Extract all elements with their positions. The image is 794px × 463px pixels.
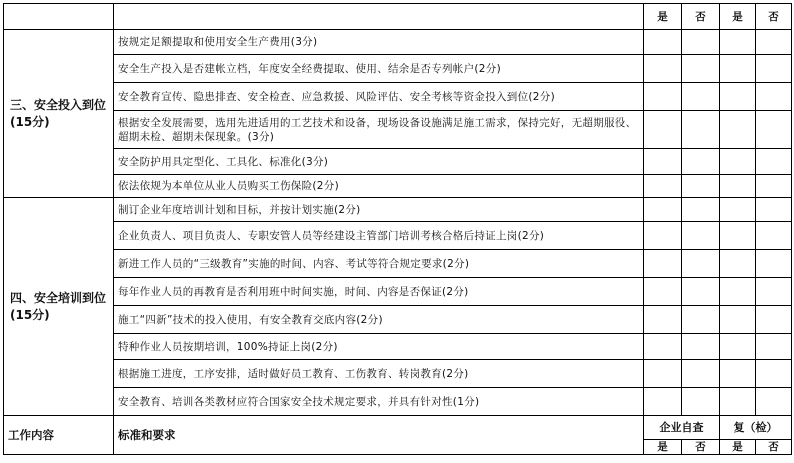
check-cell[interactable] bbox=[682, 111, 720, 149]
check-cell[interactable] bbox=[756, 388, 792, 416]
requirement-text: 根据安全发展需要，选用先进适用的工艺技术和设备，现场设备设施满足施工需求，保持完好，无超期服役、超期未检、超期未保现象。(3分) bbox=[114, 111, 644, 149]
self-check-no-label: 否 bbox=[682, 440, 720, 455]
check-cell[interactable] bbox=[720, 306, 756, 334]
check-cell[interactable] bbox=[756, 360, 792, 388]
requirement-text: 按规定足额提取和使用安全生产费用(3分) bbox=[114, 30, 644, 55]
table-row bbox=[4, 111, 792, 149]
check-cell[interactable] bbox=[682, 306, 720, 334]
top-header-blank-1 bbox=[4, 4, 114, 30]
table-row bbox=[4, 360, 792, 388]
self-check-no-label: 否 bbox=[682, 4, 720, 30]
recheck-no-label: 否 bbox=[756, 4, 792, 30]
check-cell[interactable] bbox=[682, 334, 720, 360]
table-row bbox=[4, 149, 792, 175]
check-cell[interactable] bbox=[682, 30, 720, 55]
check-cell[interactable] bbox=[644, 30, 682, 55]
check-cell[interactable] bbox=[644, 250, 682, 278]
table-row bbox=[4, 306, 792, 334]
assessment-sheet bbox=[3, 3, 791, 460]
requirement-text: 企业负责人、项目负责人、专职安管人员等经建设主管部门培训考核合格后持证上岗(2分) bbox=[114, 222, 644, 250]
self-check-yes-label: 是 bbox=[644, 440, 682, 455]
check-cell[interactable] bbox=[720, 175, 756, 198]
check-cell[interactable] bbox=[756, 306, 792, 334]
requirement-text: 安全生产投入是否建帐立档，年度安全经费提取、使用、结余是否专列帐户(2分) bbox=[114, 55, 644, 83]
requirement-text: 新进工作人员的“三级教育”实施的时间、内容、考试等符合规定要求(2分) bbox=[114, 250, 644, 278]
check-cell[interactable] bbox=[756, 334, 792, 360]
check-cell[interactable] bbox=[720, 360, 756, 388]
check-cell[interactable] bbox=[756, 222, 792, 250]
table-row bbox=[4, 278, 792, 306]
requirement-text: 根据施工进度，工序安排，适时做好员工教育、工伤教育、转岗教育(2分) bbox=[114, 360, 644, 388]
check-cell[interactable] bbox=[644, 175, 682, 198]
check-cell[interactable] bbox=[720, 30, 756, 55]
check-cell[interactable] bbox=[644, 278, 682, 306]
check-cell[interactable] bbox=[682, 360, 720, 388]
check-cell[interactable] bbox=[720, 83, 756, 111]
recheck-header: 复（检） bbox=[720, 416, 792, 440]
check-cell[interactable] bbox=[756, 30, 792, 55]
assessment-table bbox=[3, 3, 792, 455]
check-cell[interactable] bbox=[682, 149, 720, 175]
check-cell[interactable] bbox=[720, 111, 756, 149]
check-cell[interactable] bbox=[720, 334, 756, 360]
check-cell[interactable] bbox=[756, 111, 792, 149]
table-row bbox=[4, 83, 792, 111]
top-header-row bbox=[4, 4, 792, 30]
check-cell[interactable] bbox=[644, 111, 682, 149]
table-row bbox=[4, 222, 792, 250]
check-cell[interactable] bbox=[756, 198, 792, 222]
check-cell[interactable] bbox=[756, 83, 792, 111]
check-cell[interactable] bbox=[682, 250, 720, 278]
check-cell[interactable] bbox=[720, 388, 756, 416]
self-check-header: 企业自查 bbox=[644, 416, 720, 440]
check-cell[interactable] bbox=[682, 198, 720, 222]
table-row bbox=[4, 55, 792, 83]
requirement-text: 每年作业人员的再教育是否利用班中时间实施，时间、内容是否保证(2分) bbox=[114, 278, 644, 306]
standard-header: 标准和要求 bbox=[114, 416, 644, 455]
check-cell[interactable] bbox=[644, 198, 682, 222]
check-cell[interactable] bbox=[644, 55, 682, 83]
recheck-yes-label: 是 bbox=[720, 4, 756, 30]
requirement-text: 施工“四新”技术的投入使用，有安全教育交底内容(2分) bbox=[114, 306, 644, 334]
check-cell[interactable] bbox=[720, 250, 756, 278]
top-header-blank-2 bbox=[114, 4, 644, 30]
check-cell[interactable] bbox=[644, 360, 682, 388]
check-cell[interactable] bbox=[644, 306, 682, 334]
check-cell[interactable] bbox=[644, 83, 682, 111]
check-cell[interactable] bbox=[682, 388, 720, 416]
table-row bbox=[4, 388, 792, 416]
check-cell[interactable] bbox=[720, 222, 756, 250]
requirement-text: 依法依规为本单位从业人员购买工伤保险(2分) bbox=[114, 175, 644, 198]
recheck-yes-label: 是 bbox=[720, 440, 756, 455]
check-cell[interactable] bbox=[644, 149, 682, 175]
check-cell[interactable] bbox=[682, 83, 720, 111]
check-cell[interactable] bbox=[720, 149, 756, 175]
check-cell[interactable] bbox=[720, 55, 756, 83]
table-row bbox=[4, 175, 792, 198]
table-row bbox=[4, 250, 792, 278]
check-cell[interactable] bbox=[644, 222, 682, 250]
work-content-header: 工作内容 bbox=[4, 416, 114, 455]
check-cell[interactable] bbox=[644, 388, 682, 416]
check-cell[interactable] bbox=[756, 278, 792, 306]
table-row bbox=[4, 30, 792, 55]
recheck-no-label: 否 bbox=[756, 440, 792, 455]
requirement-text: 安全教育宣传、隐患排查、安全检查、应急救援、风险评估、安全考核等资金投入到位(2分) bbox=[114, 83, 644, 111]
requirement-text: 安全教育、培训各类教材应符合国家安全技术规定要求，并具有针对性(1分) bbox=[114, 388, 644, 416]
check-cell[interactable] bbox=[756, 55, 792, 83]
check-cell[interactable] bbox=[682, 278, 720, 306]
check-cell[interactable] bbox=[682, 55, 720, 83]
check-cell[interactable] bbox=[682, 222, 720, 250]
check-cell[interactable] bbox=[756, 250, 792, 278]
table-row bbox=[4, 198, 792, 222]
requirement-text: 制订企业年度培训计划和目标，并按计划实施(2分) bbox=[114, 198, 644, 222]
check-cell[interactable] bbox=[756, 175, 792, 198]
check-cell[interactable] bbox=[644, 334, 682, 360]
self-check-yes-label: 是 bbox=[644, 4, 682, 30]
check-cell[interactable] bbox=[682, 175, 720, 198]
requirement-text: 安全防护用具定型化、工具化、标准化(3分) bbox=[114, 149, 644, 175]
check-cell[interactable] bbox=[756, 149, 792, 175]
section-title: 四、安全培训到位(15分) bbox=[4, 198, 114, 416]
check-cell[interactable] bbox=[720, 198, 756, 222]
section-title: 三、安全投入到位(15分) bbox=[4, 30, 114, 198]
check-cell[interactable] bbox=[720, 278, 756, 306]
table-row bbox=[4, 334, 792, 360]
footer-header-row bbox=[4, 416, 792, 440]
requirement-text: 特种作业人员按期培训，100%持证上岗(2分) bbox=[114, 334, 644, 360]
